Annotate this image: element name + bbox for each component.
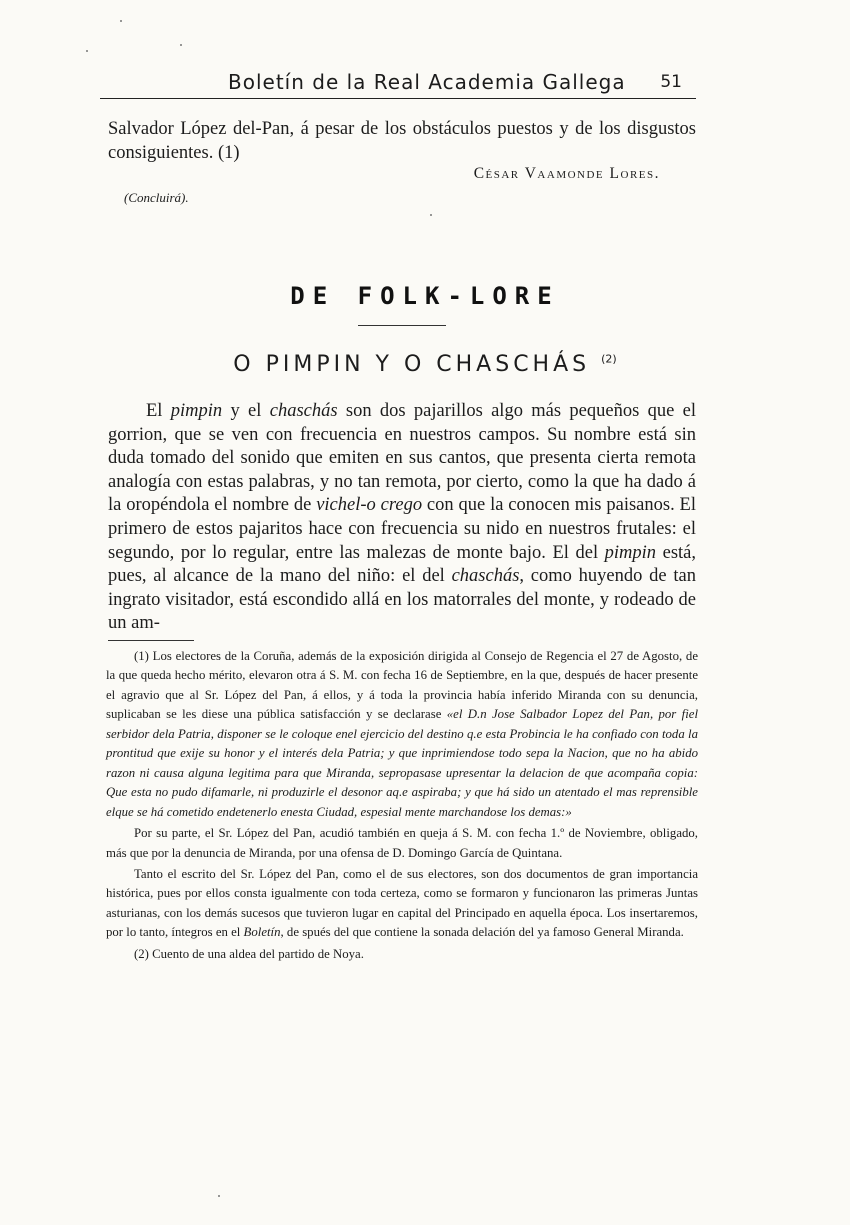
scan-speck bbox=[430, 214, 432, 216]
footnote-2 bbox=[106, 945, 698, 964]
page-header bbox=[100, 68, 696, 99]
footnotes bbox=[106, 647, 698, 966]
footnote-1 bbox=[106, 647, 698, 822]
scan-speck bbox=[180, 44, 182, 46]
footnote-marker: (1) bbox=[134, 649, 149, 663]
footnote-marker: (2) bbox=[134, 946, 149, 961]
footnote-divider bbox=[108, 640, 194, 641]
scan-speck bbox=[218, 1195, 220, 1197]
footnote-text: , de spués del que contiene la sonada delación del ya famoso General Miranda. bbox=[280, 925, 684, 940]
footnote-1-paragraph-3 bbox=[106, 865, 698, 943]
text-run: y el bbox=[222, 401, 270, 421]
italic-term: pimpin bbox=[604, 542, 657, 563]
text-run: está, pues, al alcance de la mano del niño: el del bbox=[108, 542, 697, 587]
author-signature: César Vaamonde Lores. bbox=[473, 165, 660, 182]
scan-speck bbox=[120, 20, 122, 22]
italic-term: chaschás bbox=[451, 566, 520, 587]
heading-divider bbox=[358, 325, 446, 326]
italic-term: vichel-o crego bbox=[316, 495, 423, 516]
footnote-quote: «el D.n Jose Salbador Lopez del Pan, por fiel serbidor dela Patria, disponer se le coloque enel ejercicio del destino q.e esta Probincia le ha confiado con toda la prontitud que exije su honor y el interés dela Patria; y que inprimiendose todo sepa la Nacion, que no ha abido razon ni causa alguna legitima para que Miranda, sepropasase upresentar la delacion de que acompaña copia: Que esta no pudo difamarle, ni produzirle el desonor aq.e aspiraba; y que há sido un atentado el mas reprensible elque se há cometido endetenerlo enesta Ciudad, espesial mente marchandose los demas:» bbox=[106, 707, 699, 819]
running-head: Boletín de la Real Academia Gallega bbox=[228, 70, 626, 94]
text-run: son dos pajarillos algo más pequeños que el gorrion, que se ven con frecuencia en nuestros campos. Su nombre está sin duda tomado del sonido que emiten en sus cantos, que presenta cierta remota analogía con estas palabras, y no tan remota, por cierto, como la que ha dado á la oropéndola el nombre de bbox=[108, 401, 696, 516]
italic-term: Boletín bbox=[243, 925, 281, 940]
footnote-text: Tanto el escrito del Sr. López del Pan, como el de sus electores, son dos documentos de gran importancia histórica, pues por ellos consta igualmente con toda certeza, como se formaron y funcionaron las primeras Juntas asturianas, con los demás sucesos que tuvieron lugar en capital del Principado en aquella época. Los insertaremos, por lo tanto, íntegros en el bbox=[106, 866, 698, 940]
story-title bbox=[0, 352, 850, 377]
continued-paragraph: Salvador López del-Pan, á pesar de los obstáculos puestos y de los disgustos consiguientes. (1) bbox=[108, 119, 696, 163]
to-be-continued-note: (Concluirá). bbox=[124, 190, 189, 205]
footnote-text: Los electores de la Coruña, además de la exposición dirigida al Consejo de Regencia el 27 de Agosto, de la que queda hecho mérito, elevaron otra á S. M. con fecha 16 de Septiembre, en la que, después de hacer presente el agravio que al Sr. López del Pan, á ellos, y á toda la provincia había inferido Miranda con su denuncia, suplicaban se les diese una pública satisfacción y se declarase bbox=[106, 649, 698, 722]
text-run: , como huyendo de tan ingrato visitador, está escondido allá en los matorrales del monte, y rodeado de un am- bbox=[108, 566, 696, 634]
title-footnote-ref: (2) bbox=[601, 352, 617, 366]
story-body bbox=[108, 400, 696, 636]
text-run: El bbox=[146, 401, 171, 421]
text-run: con que la conocen mis paisanos. El primero de estos pajaritos hace con frecuencia su nido en nuestros frutales: el segundo, por lo regular, entre las malezas de monte bajo. El del bbox=[108, 495, 696, 563]
italic-term: chaschás bbox=[269, 401, 338, 421]
footnote-1-paragraph-2: Por su parte, el Sr. López del Pan, acudió también en queja á S. M. con fecha 1.º de Noviembre, obligado, más que por la denuncia de Miranda, por una ofensa de D. Domingo García de Quintana. bbox=[106, 826, 698, 860]
story-paragraph bbox=[108, 400, 696, 636]
story-title-text: O PIMPIN Y O CHASCHÁS bbox=[233, 352, 591, 377]
footnote-text: Cuento de una aldea del partido de Noya. bbox=[148, 946, 364, 961]
page-number: 51 bbox=[660, 72, 682, 92]
italic-term: pimpin bbox=[170, 401, 223, 421]
scan-speck bbox=[86, 50, 88, 52]
section-heading: DE FOLK-LORE bbox=[290, 282, 560, 310]
